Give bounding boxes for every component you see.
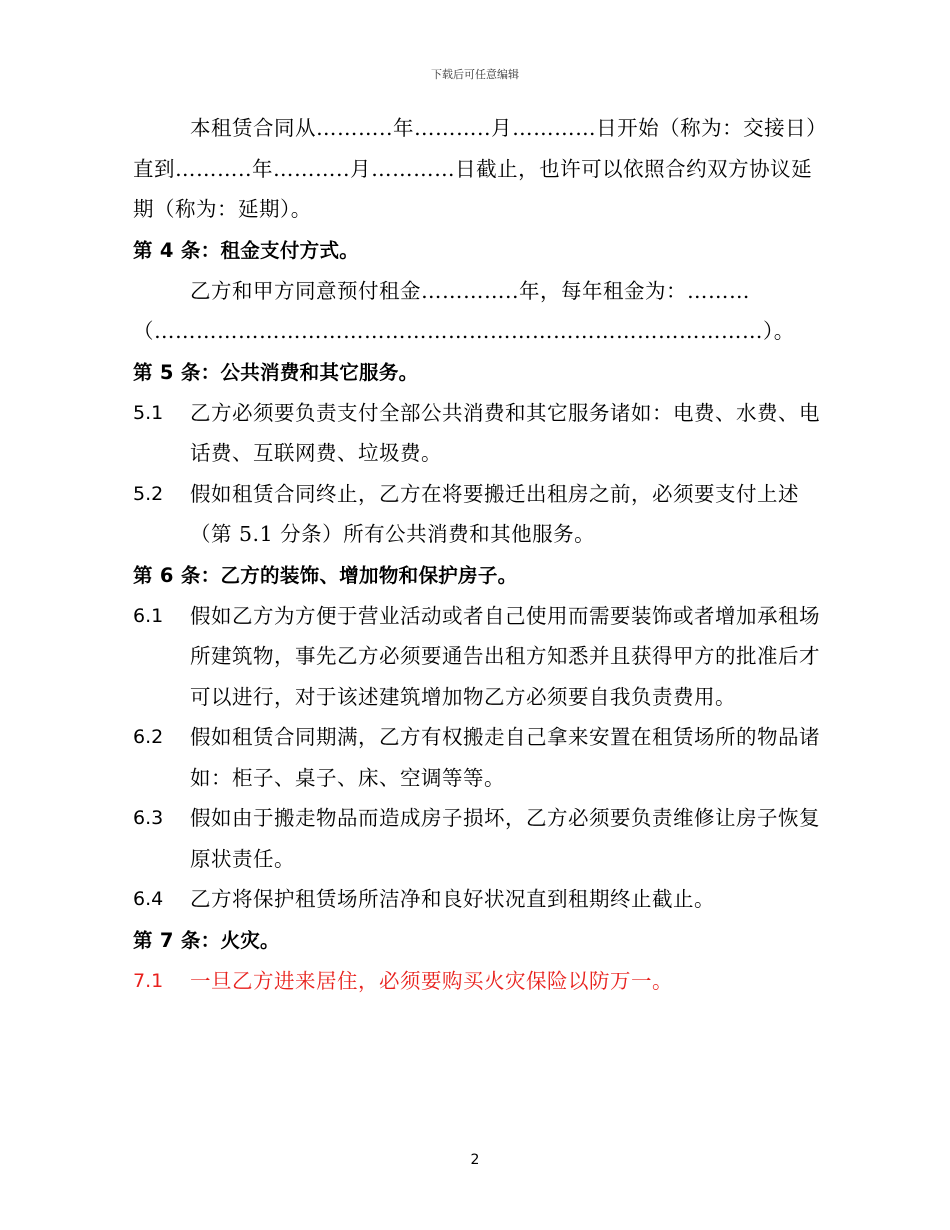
clause-5-1 xyxy=(133,393,833,474)
intro-paragraph: 本租赁合同从………..年………..月…………日开始（称为：交接日）直到………..年………..月…………日截止，也许可以依照合约双方协议延期（称为：延期）。 xyxy=(133,116,828,221)
page-number: 2 xyxy=(470,1152,480,1168)
article-7-heading: 第 7 条：火灾。 xyxy=(133,928,280,952)
article-4-heading: 第 4 条：租金支付方式。 xyxy=(133,238,360,262)
clause-number: 6.2 xyxy=(133,726,164,748)
clause-number: 7.1 xyxy=(133,969,164,992)
article-5-heading: 第 5 条：公共消费和其它服务。 xyxy=(133,360,419,384)
clause-text: 一旦乙方进来居住，必须要购买火灾保险以防万一。 xyxy=(190,968,673,993)
clause-text: 假如租赁合同终止，乙方在将要搬迁出租房之前，必须要支付上述（第 5.1 分条）所有公共消费和其他服务。 xyxy=(190,481,799,546)
article-6-heading: 第 6 条：乙方的装饰、增加物和保护房子。 xyxy=(133,563,518,587)
clause-number: 6.4 xyxy=(133,888,164,910)
clause-6-3 xyxy=(133,798,833,879)
clause-number: 5.2 xyxy=(133,482,164,505)
clause-text: 乙方必须要负责支付全部公共消费和其它服务诸如：电费、水费、电话费、互联网费、垃圾费。 xyxy=(190,400,820,465)
clause-number: 6.3 xyxy=(133,807,164,829)
article-4-text: 乙方和甲方同意预付租金…………..年，每年租金为：………（……………………………………………………………………………）。 xyxy=(133,278,795,343)
clause-6-2 xyxy=(133,717,833,798)
clause-6-4 xyxy=(133,879,833,920)
clause-text: 假如乙方为方便于营业活动或者自己使用而需要装饰或者增加承租场所建筑物，事先乙方必须要通告出租方知悉并且获得甲方的批准后才可以进行，对于该述建筑增加物乙方必须要自我负责费用。 xyxy=(190,603,820,709)
page-header: 下载后可任意编辑 xyxy=(431,68,519,81)
clause-text: 乙方将保护租赁场所洁净和良好状况直到租期终止截止。 xyxy=(190,887,715,911)
clause-number: 6.1 xyxy=(133,604,164,627)
clause-7-1 xyxy=(133,961,833,1002)
document-body xyxy=(133,108,833,1001)
clause-number: 5.1 xyxy=(133,401,164,424)
clause-5-2 xyxy=(133,474,833,555)
clause-6-1 xyxy=(133,596,833,718)
clause-text: 假如由于搬走物品而造成房子损坏，乙方必须要负责维修让房子恢复原状责任。 xyxy=(190,806,820,871)
clause-text: 假如租赁合同期满，乙方有权搬走自己拿来安置在租赁场所的物品诸如：柜子、桌子、床、空调等等。 xyxy=(190,725,820,790)
